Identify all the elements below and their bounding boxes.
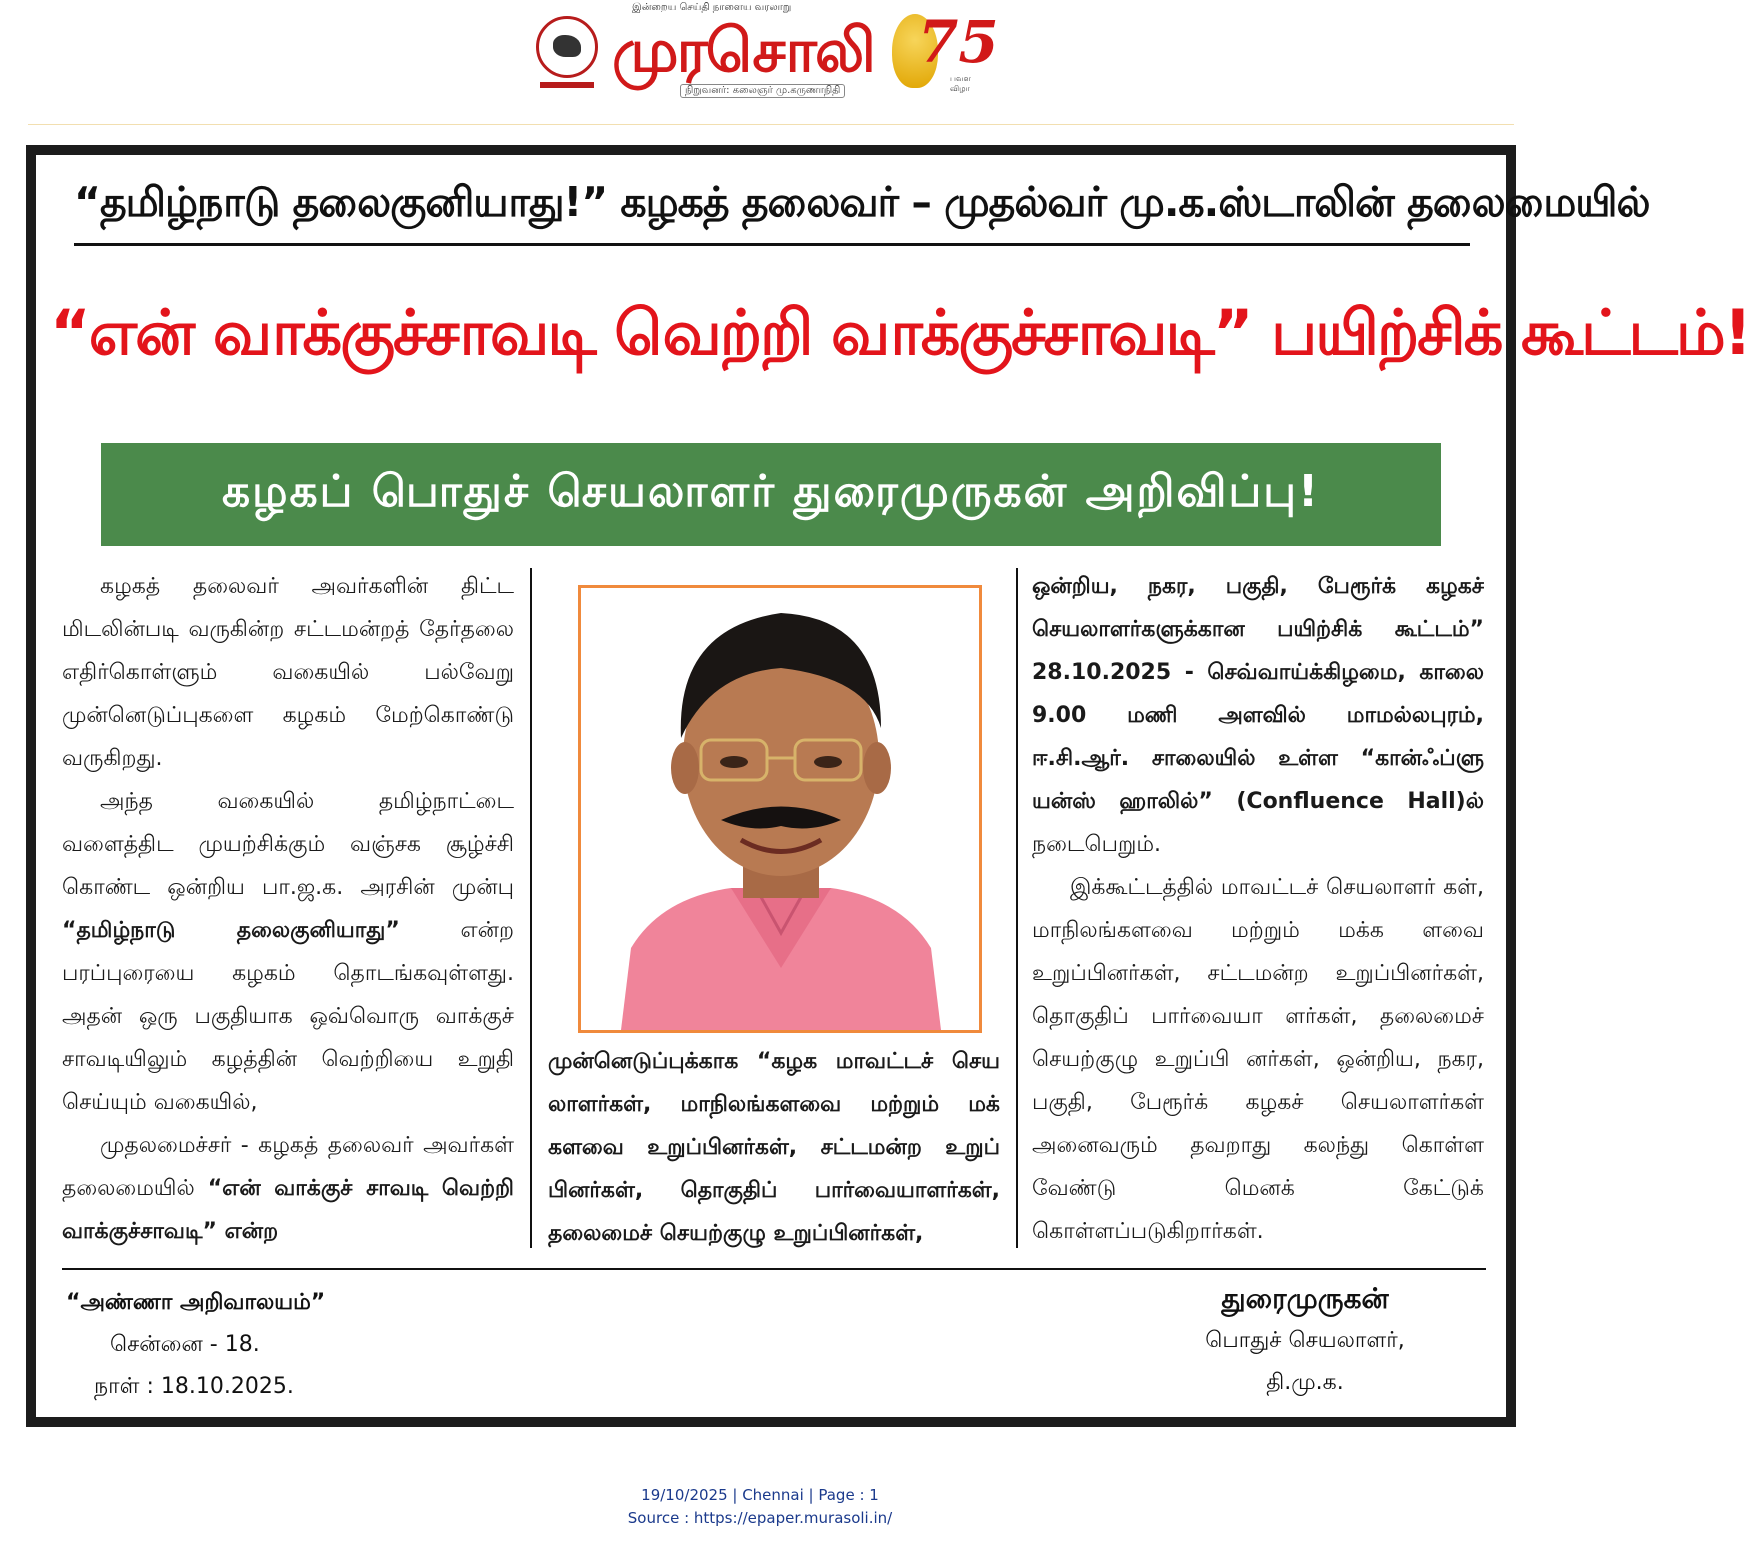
banner-text: கழகப் பொதுச் செயலாளர் துரைமுருகன் அறிவிப்பு!	[221, 466, 1321, 517]
middle-column: முன்னெடுப்புக்காக “கழக மாவட்டச் செய லாளர்கள், மாநிலங்களவை மற்றும் மக் களவை உறுப்பினர்கள், சட்டமன்ற உறுப் பினர்கள், தொகுதிப் பார்வையாளர்கள், தலைமைச் செயற்குழு உறுப்பினர்கள்,	[548, 1049, 1000, 1246]
seal-ribbon	[540, 82, 594, 88]
right-column	[1032, 565, 1484, 1253]
right-p1-bold: ஒன்றிய, நகர, பகுதி, பேரூர்க் கழகச் செயலாளர்களுக்கான பயிற்சிக் கூட்டம்” 28.10.2025 - செவ்வாய்க்கிழமை, காலை 9.00 மணி அளவில் மாமல்லபுரம், ஈ.சி.ஆர். சாலையில் உள்ள “கான்ஃப்ளு யன்ஸ் ஹாலில்” (Confluence Hall)ல்	[1032, 574, 1484, 814]
left-p3-bold: “என் வாக்குச் சாவடி வெற்றி வாக்குச்சாவடி” என்ற	[62, 1176, 514, 1244]
left-p2-text-a: அந்த வகையில் தமிழ்நாட்டை வளைத்திட முயற்சிக்கும் வஞ்சக சூழ்ச்சி கொண்ட ஒன்றிய பா.ஜ.க. அரசின் முன்பு	[62, 789, 514, 900]
anniversary-number: 75	[918, 8, 999, 76]
portrait-photo	[578, 585, 982, 1033]
masthead-tagline: இன்றைய செய்தி நாளைய வரலாறு	[632, 2, 792, 13]
article-kicker: “தமிழ்நாடு தலைகுனியாது!” கழகத் தலைவர் – முதல்வர் மு.க.ஸ்டாலின் தலைமையில்	[74, 178, 1650, 226]
portrait-illustration	[581, 588, 979, 1030]
right-paragraph-2: இக்கூட்டத்தில் மாவட்டச் செயலாளர் கள், மாநிலங்களவை மற்றும் மக்க ளவை உறுப்பினர்கள், சட்டமன்ற உறுப்பினர்கள், தொகுதிப் பார்வையா ளர்கள், தலைமைச் செயற்குழு உறுப்பி னர்கள், ஒன்றிய, நகர, பகுதி, பேரூர்க் கழகச் செயலாளர்கள் அனைவரும் தவறாது கலந்து கொள்ள வேண்டு மெனக் கேட்டுக் கொள்ளப்படுகிறார்கள்.	[1032, 875, 1484, 1244]
issuer-place: “அண்ணா அறிவாலயம்”	[66, 1290, 326, 1315]
left-column	[62, 565, 514, 1253]
kicker-underline	[74, 243, 1470, 246]
left-paragraph-1: கழகத் தலைவர் அவர்களின் திட்ட மிடலின்படி வருகின்ற சட்டமன்றத் தேர்தலை எதிர்கொள்ளும் வகையில் பல்வேறு முன்னெடுப்புகளை கழகம் மேற்கொண்டு வருகிறது.	[62, 574, 514, 771]
signatory-party: தி.மு.க.	[1266, 1370, 1344, 1395]
right-p1-tail: நடைபெறும்.	[1032, 832, 1162, 857]
left-paragraph-3	[62, 1124, 514, 1253]
footer-source-link[interactable]: Source : https://epaper.murasoli.in/	[627, 1509, 893, 1527]
masthead-divider	[28, 124, 1514, 125]
left-p2-text-b: என்ற பரப்புரையை கழகம் தொடங்கவுள்ளது. அதன் ஒரு பகுதியாக ஒவ்வொரு வாக்குச் சாவடியிலும் கழத்தின் வெற்றியை உறுதி செய்யும் வகையில்,	[62, 918, 514, 1115]
footer-edition-info: 19/10/2025 | Chennai | Page : 1	[641, 1486, 879, 1504]
announcement-banner	[101, 443, 1441, 546]
issue-date: நாள் : 18.10.2025.	[94, 1374, 294, 1399]
column-divider-right	[1016, 568, 1018, 1248]
anniversary-logo	[892, 8, 999, 98]
left-p3-text-a: முதலமைச்சர் - கழகத் தலைவர் அவர்கள் தலைமையில்	[62, 1133, 514, 1201]
signature-divider	[62, 1268, 1486, 1270]
signatory-block	[1180, 1278, 1430, 1404]
signatory-title: பொதுச் செயலாளர்,	[1205, 1328, 1405, 1353]
page-footer	[0, 1484, 1520, 1530]
column-divider-left	[530, 568, 532, 1248]
newspaper-wordmark: முரசொலி	[612, 16, 874, 86]
left-p2-bold: “தமிழ்நாடு தலைகுனியாது”	[62, 918, 400, 943]
issuer-city: சென்னை - 18.	[110, 1332, 260, 1357]
left-paragraph-2	[62, 780, 514, 1124]
signatory-name: துரைமுருகன்	[1221, 1282, 1389, 1315]
anniversary-label: பவள விழா	[950, 74, 971, 93]
masthead	[532, 2, 999, 102]
founder-label: நிறுவனர்: கலைஞர் மு.கருணாநிதி	[680, 84, 845, 98]
article-headline: “என் வாக்குச்சாவடி வெற்றி வாக்குச்சாவடி” பயிற்சிக் கூட்டம்!	[50, 296, 1750, 369]
party-seal-logo	[536, 16, 598, 78]
issuer-place-block	[66, 1282, 325, 1408]
right-paragraph-1	[1032, 565, 1484, 866]
